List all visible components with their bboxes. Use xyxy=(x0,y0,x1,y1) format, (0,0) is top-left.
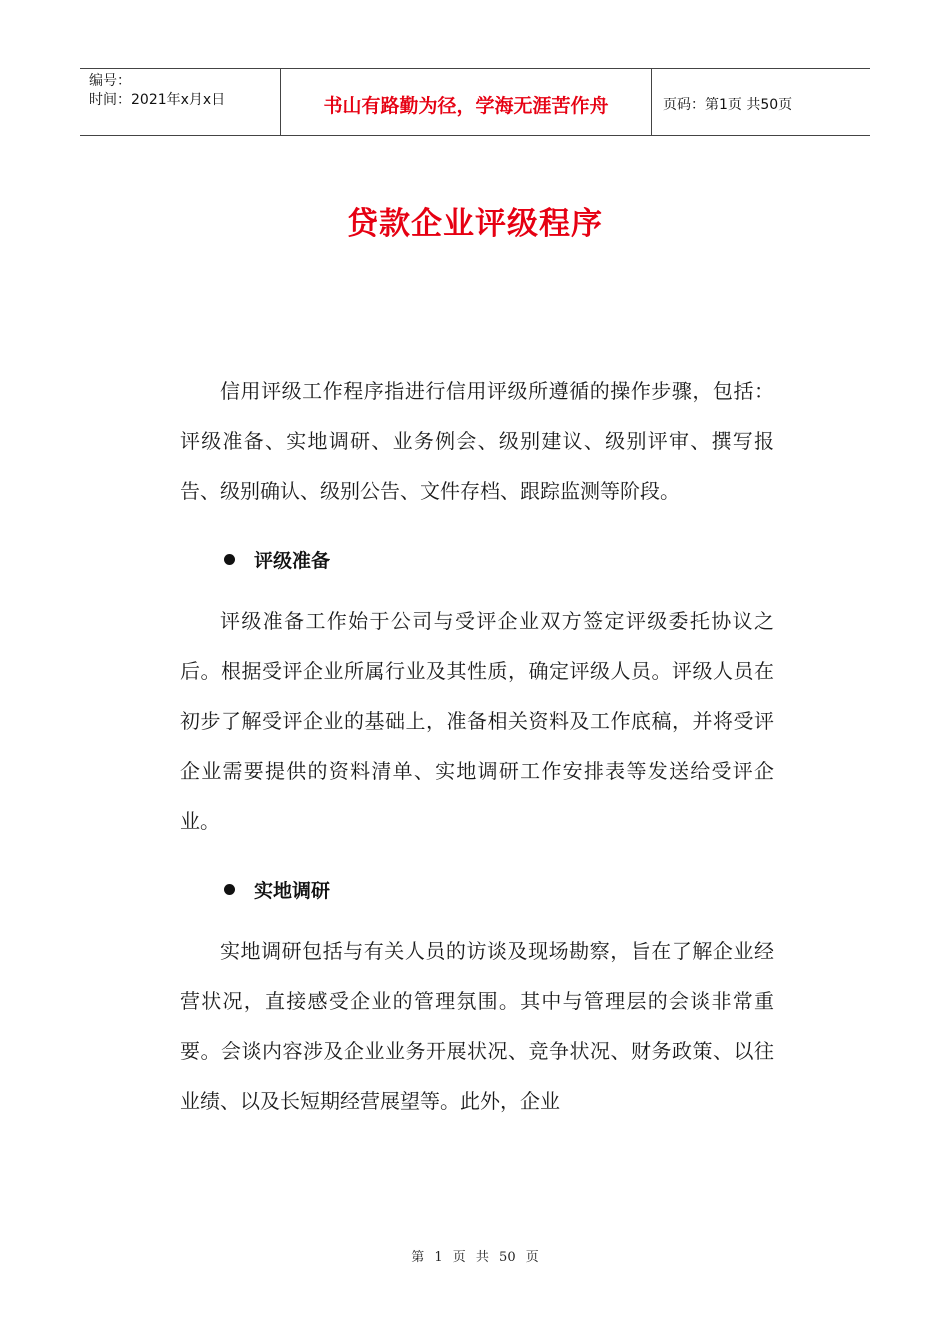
section-paragraph: 实地调研包括与有关人员的访谈及现场勘察，旨在了解企业经营状况，直接感受企业的管理氛围。其中与管理层的会谈非常重要。会谈内容涉及企业业务开展状况、竞争状况、财务政策、以往业绩、以及长短期经营展望等。此外，企业 xyxy=(180,939,774,1113)
section-heading-text: 评级准备 xyxy=(254,549,331,572)
number-label: 编号： xyxy=(89,73,131,89)
header-meta xyxy=(80,69,281,135)
section-paragraph: 评级准备工作始于公司与受评企业双方签定评级委托协议之后。根据受评企业所属行业及其性质，确定评级人员。评级人员在初步了解受评企业的基础上，准备相关资料及工作底稿，并将受评企业需要提供的资料清单、实地调研工作安排表等发送给受评企业。 xyxy=(180,609,774,833)
header-motto: 书山有路勤为径，学海无涯苦作舟 xyxy=(281,69,652,135)
time-label: 时间：2021年x月x日 xyxy=(89,92,226,108)
page-header xyxy=(80,68,870,136)
page-footer: 第 1 页 共 50 页 xyxy=(411,1250,539,1265)
bullet-icon xyxy=(224,554,235,565)
document-body xyxy=(180,366,774,1126)
section-heading-text: 实地调研 xyxy=(254,879,331,902)
header-page-info: 页码：第1页 共50页 xyxy=(663,97,793,113)
section-heading-field-research xyxy=(224,874,774,904)
document-title: 贷款企业评级程序 xyxy=(347,206,603,242)
section-heading-rating-prep xyxy=(224,544,774,574)
intro-paragraph: 信用评级工作程序指进行信用评级所遵循的操作步骤，包括：评级准备、实地调研、业务例会、级别建议、级别评审、撰写报告、级别确认、级别公告、文件存档、跟踪监测等阶段。 xyxy=(180,379,774,503)
bullet-icon xyxy=(224,884,235,895)
